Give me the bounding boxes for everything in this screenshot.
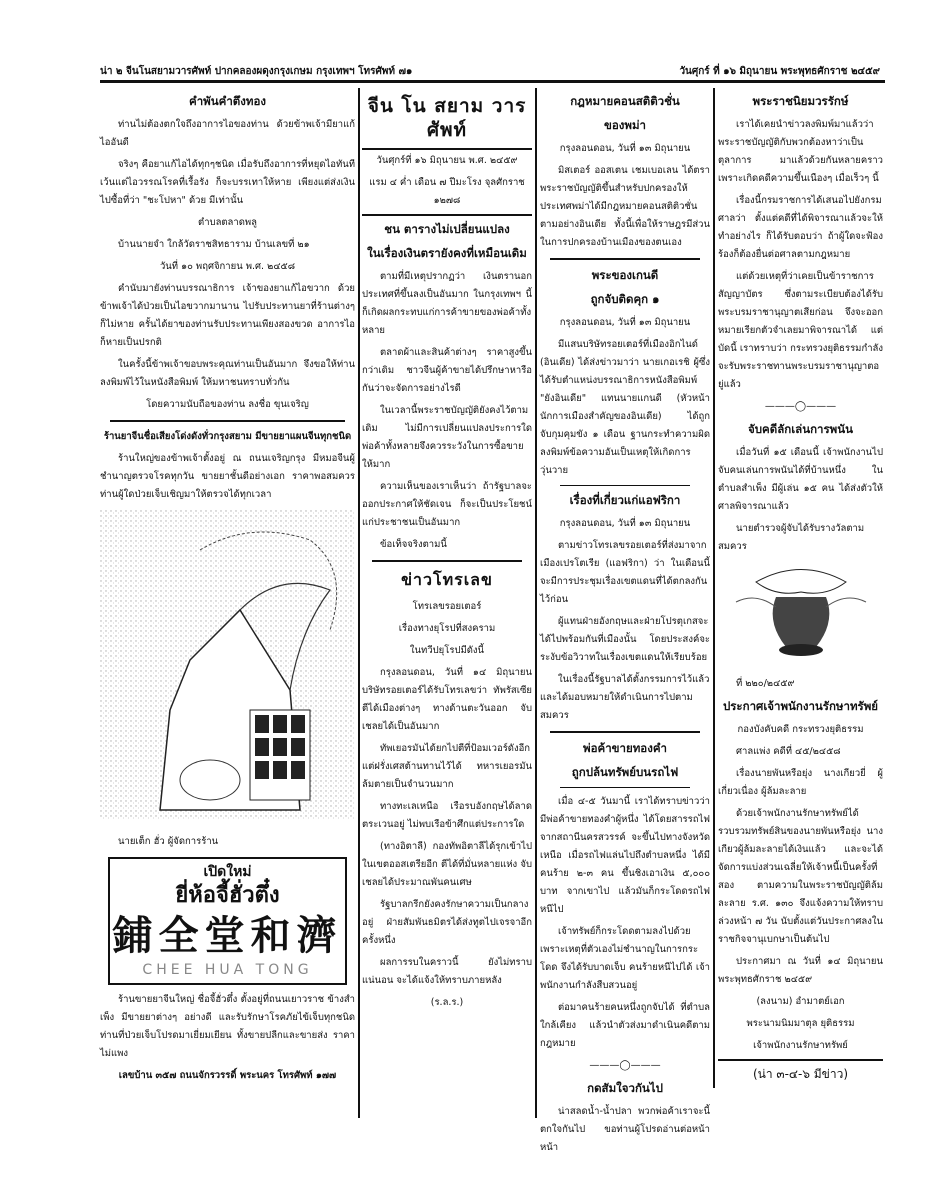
notice-case: ศาลแพ่ง คดีที่ ๔๕/๒๔๕๘ xyxy=(736,746,841,757)
article-subtitle: ถูกปล้นทรัพย์บนรถไฟ xyxy=(571,765,679,779)
editorial-subtitle: ในเรื่องเงินตรายังคงที่เหมือนเดิม xyxy=(367,246,527,260)
paragraph: กรุงลอนดอน, วันที่ ๑๔ มิถุนายน บริษัทรอยเตอร์ได้รับโทรเลขว่า ทัพรัสเซียตีได้เมืองต่างๆ ทางด้านตะวันออก จับเชลยได้เป็นอันมาก xyxy=(362,667,532,732)
letter-date: วันที่ ๑๐ พฤศจิกายน พ.ศ. ๒๔๕๘ xyxy=(159,261,296,272)
paragraph: จริงๆ คือยาแก้ไอได้ทุกๆชนิด เมื่อรับถึงอาการที่หยุดไอทันที เว้นแต่ไอวรรณโรคที่เรื้อรัง ก็จะบรรเทาให้หาย เพียงแต่ส่งเงินไปซื้อที่ว่า "ชะโปหา" ด้วย มีเท่านั้น xyxy=(100,159,355,206)
signed: (ลงนาม) อำมาตย์เอก xyxy=(756,996,845,1007)
ornament-divider: ———◯——— xyxy=(764,401,837,412)
paragraph: ด้วยเจ้าพนักงานรักษาทรัพย์ได้รวบรวมทรัพย์สินของนายพันหรือยุ่ง นางเกียวผู้ล้มละลายได้เงินแล้ว และจะได้จัดการแบ่งส่วนเฉลี่ยให้เจ้าหนี้เป็นครั้งที่สอง ตามความในพระราชบัญญัติล้มละลาย ร.ศ. ๑๓๐ จึงแจ้งความให้ทราบล่วงหน้า ๗ วัน นับตั้งแต่วันประกาศลงในราชกิจจานุเบกษาเป็นต้นไป xyxy=(718,808,883,945)
vase-icon xyxy=(726,562,876,662)
column-divider xyxy=(713,88,715,1088)
editorial-title: ชน ตารางไม่เปลี่ยนแปลง xyxy=(384,222,510,236)
paragraph: มีแสนบริษัทรอยเตอร์ที่เมืองอิกไนด์ (อินเดีย) ได้ส่งข่าวมาว่า นายเกอเรชิ ผู้ซึ่งได้รับตำแหน่งบรรณาธิการหนังสือพิมพ์ "ยังอินเดีย" แทนนายแกนดี (หัวหน้านักการเมืองสำคัญของอินเดีย) ได้ถูกจับกุมคุมขัง ๑ เดือน ฐานกระทำความผิดลงพิมพ์ข้อความอันเป็นเหตุให้เกิดการวุ่นวาย xyxy=(540,339,710,476)
signer-title: เจ้าพนักงานรักษาทรัพย์ xyxy=(753,1040,848,1051)
masthead-rule xyxy=(100,80,885,83)
paragraph: เมื่อวันที่ ๑๕ เดือนนี้ เจ้าพนักงานไปจับคนเล่นการพนันได้ที่บ้านหนึ่ง ในตำบลสำเพ็ง มีผู้เล่น ๑๕ คน ได้ส่งตัวให้ศาลพิจารณาแล้ว xyxy=(718,447,883,512)
article-title: เรื่องที่เกี่ยวแก่แอฟริกา xyxy=(569,493,681,507)
article-title: จับคดีลักเล่นการพนัน xyxy=(748,422,853,436)
paragraph: ตามข่าวโทรเลขรอยเตอร์ที่ส่งมาจากเมืองเปรโตเรีย (แอฟริกา) ว่า ในเดือนนี้ จะมีการประชุมเรื่องเขตแดนที่ได้ตกลงกันไว้ก่อน xyxy=(540,540,710,605)
ornament-divider: ———◯——— xyxy=(589,1060,661,1071)
paragraph: ประกาศมา ณ วันที่ ๑๔ มิถุนายน พระพุทธศักราช ๒๔๕๙ xyxy=(718,956,883,985)
newspaper-title: จีน โน สยาม วารศัพท์ xyxy=(367,95,527,141)
paragraph: นายตำรวจผู้จับได้รับรางวัลตามสมควร xyxy=(718,523,865,552)
news-source: (ร.ล.ร.) xyxy=(430,997,464,1008)
ad-banner-top: เปิดใหม่ xyxy=(203,864,252,880)
column-2 xyxy=(362,88,532,1118)
column-1 xyxy=(100,88,355,1128)
notice-number: ที่ ๒๒๐/๒๔๕๙ xyxy=(736,678,795,689)
masthead xyxy=(100,65,880,78)
paragraph: ในเรื่องนี้รัฐบาลได้ตั้งกรรมการไว้แล้ว และได้มอบหมายให้ดำเนินการไปตามสมควร xyxy=(540,674,710,721)
article-subtitle: ของพม่า xyxy=(603,118,646,132)
article-title: กฎหมายคอนสติติวชั่น xyxy=(570,94,680,108)
paragraph: เราได้เคยนำข่าวลงพิมพ์มาแล้วว่า พระราชบัญญัติกับพวกต้องหาว่าเป็นตุลาการ มาแล้วด้วยกันหลายคราว เพราะเกิดคดีความขึ้นเนืองๆ เมื่อเร็วๆ นี้ xyxy=(718,119,883,184)
ad-roman-name: CHEE HUA TONG xyxy=(142,962,313,978)
paragraph: รัฐบาลกรีกยังคงรักษาความเป็นกลางอยู่ ฝ่ายสัมพันธมิตรได้ส่งทูตไปเจรจาอีกครั้งหนึ่ง xyxy=(362,899,532,946)
paragraph: ผลการรบในคราวนี้ ยังไม่ทราบแน่นอน จะได้แจ้งให้ทราบภายหลัง xyxy=(362,957,532,986)
pharmacy-illustration xyxy=(100,510,355,820)
ad-chinese-name: 鋪全堂和濟 xyxy=(112,912,343,959)
column-3 xyxy=(540,88,710,1153)
column-divider xyxy=(535,88,537,1118)
telegram-news-title: ข่าวโทรเลข xyxy=(401,570,493,589)
notice-subtitle: กองบังคับคดี กระทรวงยุติธรรม xyxy=(737,724,864,735)
ad-address: เลขบ้าน ๓๕๗ ถนนจักรวรรดิ์ พระนคร โทรศัพท์ ๑๗๗ xyxy=(118,1070,337,1081)
paragraph: ต่อมาคนร้ายคนหนึ่งถูกจับได้ ที่ตำบลใกล้เคียง แล้วนำตัวส่งมาดำเนินคดีตามกฎหมาย xyxy=(540,1002,710,1049)
page-label: น่า ๒ จีนโนสยามวารศัพท์ ปากคลองผดุงกรุงเกษม กรุงเทพฯ โทรศัพท์ ๗๑ xyxy=(100,66,413,77)
paragraph: (ทางอิตาลี) กองทัพอิตาลีได้รุกเข้าไปในเขตออสเตรียอีก ตีได้ที่มั่นหลายแห่ง จับเชลยได้ประมาณพันคนเศษ xyxy=(362,841,532,888)
paragraph: เมื่อ ๔-๕ วันมานี้ เราได้ทราบข่าวว่า มีพ่อค้าขายทองคำผู้หนึ่ง ได้โดยสารรถไฟจากสถานีนครสวรรค์ จะขึ้นไปทางจังหวัดเหนือ เมื่อรถไฟแล่นไปถึงตำบลหนึ่ง ได้มีคนร้าย ๒-๓ คน ขึ้นชิงเอาเงิน ๕,๐๐๐ บาท จากเขาไป แล้วมันก็กระโดดรถไฟหนีไป xyxy=(540,796,710,915)
advertisement-illustration xyxy=(100,510,355,827)
article-title: พระราชนิยมวรรักษ์ xyxy=(752,94,849,108)
article-subtitle: ถูกจับติดคุก ๑ xyxy=(590,292,660,306)
paragraph: ตลาดผ้าและสินค้าต่างๆ ราคาสูงขึ้นกว่าเดิม ชาวจีนผู้ค้าขายได้ปรึกษาหารือกันว่าจะจัดการอย่างไรดี xyxy=(362,347,532,394)
ad-body: ร้านใหญ่ของข้าพเจ้าตั้งอยู่ ณ ถนนเจริญกรุง มีหมอจีนผู้ชำนาญตรวจโรคทุกวัน ขายยาชั้นดีอย่างเอก ราคาพอสมควร ท่านผู้ใดป่วยเจ็บเชิญมาให้ตรวจได้ทุกเวลา xyxy=(100,453,355,500)
news-subtitle: เรื่องทางยุโรปที่สงคราม xyxy=(398,623,496,634)
dateline: กรุงลอนดอน, วันที่ ๑๓ มิถุนายน xyxy=(559,317,691,328)
article-title: กดสัมใจวกันไป xyxy=(587,1081,663,1095)
ad-footer: ร้านขายยาจีนใหญ่ ชื่อจี้ฮั่วตึ๋ง ตั้งอยู่ที่ถนนเยาวราช ข้างสำเพ็ง มีขายยาต่างๆ อย่างดี และรับรักษาโรคภัยไข้เจ็บทุกชนิด ท่านที่ป่วยเจ็บโปรดมาเยี่ยมเยียน ทั้งขายปลีกและขายส่ง ราคาไม่แพง xyxy=(100,994,355,1059)
column-divider xyxy=(358,88,360,1118)
column-4 xyxy=(718,88,883,1108)
signer-name: พระนามนิมมาตุล ยุติธรรม xyxy=(746,1018,855,1029)
paragraph: เจ้าทรัพย์ก็กระโดดตามลงไปด้วย เพราะเหตุที่ตัวเองไม่ชำนาญในการกระโดด จึงได้รับบาดเจ็บ คนร้ายหนีไปได้ เจ้าพนักงานกำลังสืบสวนอยู่ xyxy=(540,926,710,991)
news-subtitle: โทรเลขรอยเตอร์ xyxy=(412,601,482,612)
continued-note: (น่า ๓-๔-๖ มีข่าว) xyxy=(752,1067,849,1081)
signature: โดยความนับถือของท่าน ลงชื่อ ขุนเจริญ xyxy=(146,399,309,410)
paragraph: น่าสลดน้ำ-น้ำปลา พวกพ่อค้าเราจะนี้ตกใจกันไป ขอท่านผู้โปรดอ่านต่อหน้าหน้า xyxy=(540,1106,710,1153)
paragraph: ในเวลานี้พระราชบัญญัติยังคงไว้ตามเดิม ไม่มีการเปลี่ยนแปลงประการใด พ่อค้าทั้งหลายจึงควรระวังในการซื้อขายให้มาก xyxy=(362,405,532,470)
notice-title: ประกาศเจ้าพนักงานรักษาทรัพย์ xyxy=(722,699,879,713)
paragraph: ความเห็นของเราเห็นว่า ถ้ารัฐบาลจะออกประกาศให้ชัดเจน ก็จะเป็นประโยชน์แก่ประชาชนเป็นอันมาก xyxy=(362,481,532,528)
paragraph: มิสเตอร์ ออสเตน เชมเบอเลน ได้ตราพระราชบัญญัติขึ้นสำหรับปกครองให้ประเทศพม่าได้มีกฎหมายคอนสติติวชั่นตามอย่างอินเดีย ทั้งนี้เพื่อให้ราษฎรมีส่วนในการปกครองบ้านเมืองของตนเอง xyxy=(540,165,710,248)
address-title: ตำบลตลาดพลู xyxy=(198,217,257,228)
paragraph: เรื่องนายพันหรือยุ่ง นางเกียวยี่ ผู้เกี่ยวเนื่อง ผู้ล้มละลาย xyxy=(718,768,883,797)
paragraph: ทัพเยอรมันได้ยกไปตีที่ป้อมเวอร์ดังอีก แต่ฝรั่งเศสต้านทานไว้ได้ ทหารเยอรมันล้มตายเป็นจำนวนมาก xyxy=(362,743,532,790)
paragraph: ตามที่มีเหตุปรากฏว่า เงินตรานอกประเทศที่ขึ้นลงเป็นอันมาก ในกรุงเทพฯ นี้ก็เกิดผลกระทบแก่การค้าขายของพ่อค้าทั้งหลาย xyxy=(362,271,532,336)
ad-notice: ร้านยาจีนชื่อเสียงโด่งดังทั่วกรุงสยาม มีขายยาแผนจีนทุกชนิด xyxy=(103,431,352,442)
dateline: กรุงลอนดอน, วันที่ ๑๓ มิถุนายน xyxy=(559,143,691,154)
date-line: วันศุกร์ที่ ๑๖ มิถุนายน พ.ศ. ๒๔๕๙ xyxy=(376,155,518,166)
paragraph: คำนับมายังท่านบรรณาธิการ เจ้าของยาแก้ไอขวาก ด้วยข้าพเจ้าได้ป่วยเป็นไอขวากมานาน ไปรับประทานยาที่ร้านต่างๆ ก็ไม่หาย ครั้นได้ยาของท่านรับประทานเพียงสองขวด อาการไอก็หายเป็นปรกติ xyxy=(100,283,355,348)
paragraph: ในครั้งนี้ข้าพเจ้าขอบพระคุณท่านเป็นอันมาก จึงขอให้ท่านลงพิมพ์ไว้ในหนังสือพิมพ์ ให้มหาชนทราบทั่วกัน xyxy=(100,359,355,388)
lunar-date-line: แรม ๔ ค่ำ เดือน ๗ ปีมะโรง จุลศักราช ๑๒๗๘ xyxy=(369,177,525,206)
paragraph: ทางทะเลเหนือ เรือรบอังกฤษได้ลาดตระเวนอยู่ ไม่พบเรือข้าศึกแต่ประการใด xyxy=(362,801,532,830)
paragraph: ผู้แทนฝ่ายอังกฤษและฝ่ายโปรตุเกสจะได้ไปพร้อมกันที่เมืองนั้น โดยประสงค์จะระงับข้อวิวาทในเรื่องเขตแดนให้เรียบร้อย xyxy=(540,616,710,663)
advertisement-banner xyxy=(108,857,347,985)
closing: ข้อเท็จจริงตามนี้ xyxy=(380,539,447,550)
paragraph: เรื่องนี้กรมราชการได้เสนอไปยังกรมศาลว่า ตั้งแต่คดีที่ได้พิจารณาแล้วจะให้ทำอย่างไร ก็ได้รับตอบว่า ถ้าผู้ใดจะฟ้องร้องก็ต้องยื่นต่อศาลตามกฎหมาย xyxy=(718,195,883,260)
article-title: พ่อค้าขายทองคำ xyxy=(583,741,667,755)
news-subtitle: ในทวีปยุโรปมีดังนี้ xyxy=(409,645,485,656)
article-title: พระของเกนดี xyxy=(591,268,659,282)
address: บ้านนายจำ ใกล้วัดราชสิทธาราม บ้านเลขที่ ๒๑ xyxy=(118,239,310,250)
paragraph: ท่านไม่ต้องตกใจถึงอาการไอของท่าน ด้วยข้าพเจ้ามียาแก้ไออันดี xyxy=(100,119,355,148)
issue-date: วันศุกร์ ที่ ๑๖ มิถุนายน พระพุทธศักราช ๒๔๕๙ xyxy=(679,66,880,77)
ad-thai-name: ยี่ห้อจี้ฮั่วตึ๋ง xyxy=(175,883,280,908)
vase-illustration xyxy=(718,562,883,669)
article-title: คำพันคำตึงทอง xyxy=(189,94,266,108)
paragraph: แต่ด้วยเหตุที่ว่าเคยเป็นข้าราชการสัญญาบัตร ซึ่งตามระเบียบต้องได้รับพระบรมราชานุญาตเสียก่อน จึงจะออกหมายเรียกตัวจำเลยมาพิจารณาได้ แต่บัดนี้ เราทราบว่า กระทรวงยุติธรรมกำลังจะรับพระราชทานพระบรมราชานุญาตอยู่แล้ว xyxy=(718,271,883,390)
ad-signature: นายเต็ก ฮั่ว ผู้จัดการร้าน xyxy=(118,836,219,847)
dateline: กรุงลอนดอน, วันที่ ๑๓ มิถุนายน xyxy=(559,518,691,529)
